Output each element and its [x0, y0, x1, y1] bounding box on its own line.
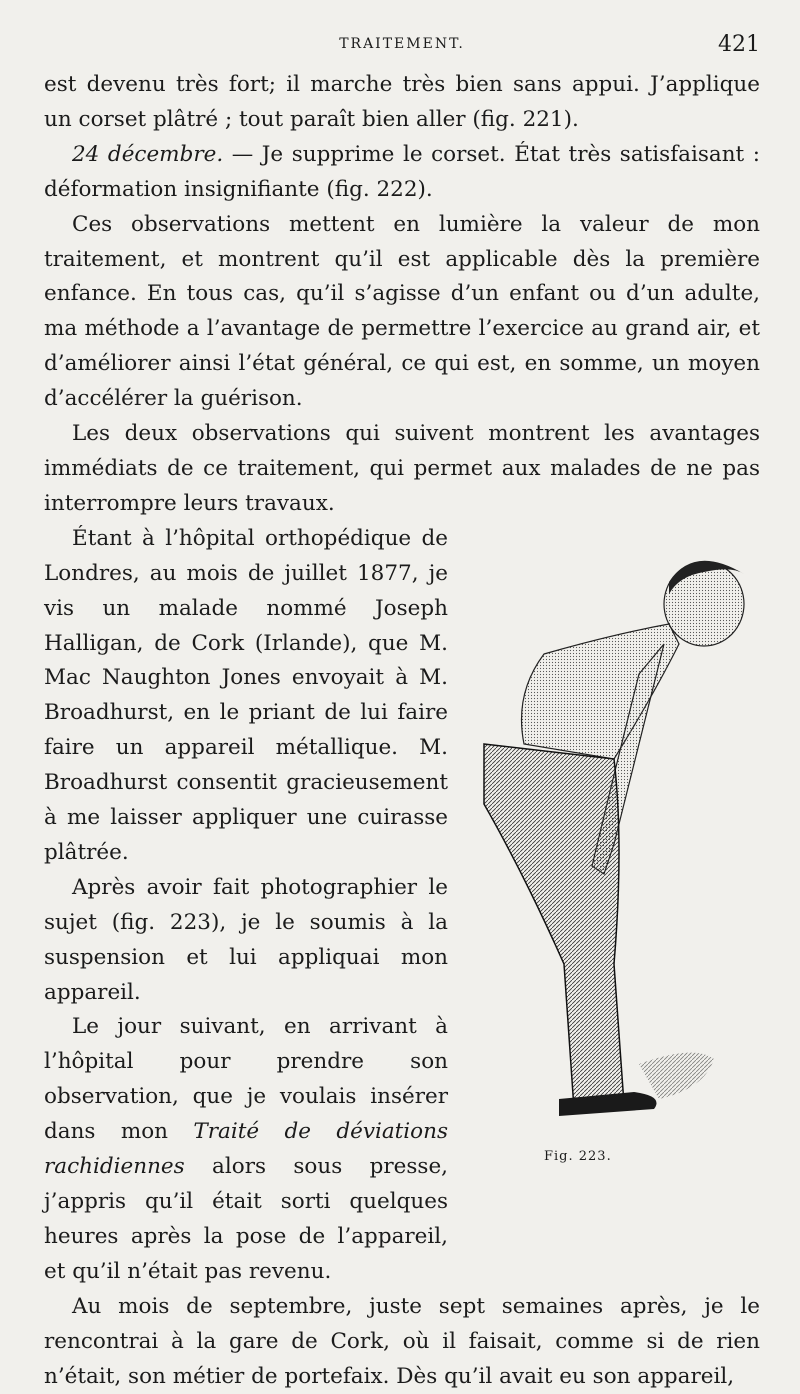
paragraph-2	[44, 138, 760, 208]
figure-caption: Fig. 223.	[544, 1148, 612, 1164]
page-number: 421	[718, 32, 760, 57]
paragraph-7-text-a: Le jour suivant, en arrivant à l’hôpital pour prendre son observation, que je voulais insérer dans mon	[44, 1014, 448, 1145]
paragraph-4: Les deux observations qui suivent montrent les avantages immédiats de ce traitement, qui permet aux malades de ne pas interrompre leurs travaux.	[44, 421, 760, 516]
page-header	[44, 32, 760, 62]
paragraph-1: est devenu très fort; il marche très bien sans appui. J’applique un corset plâtré ; tout paraît bien aller (fig. 221).	[44, 72, 760, 132]
figure-223	[460, 522, 760, 1262]
patient-illustration	[464, 544, 756, 1124]
paragraph-6: Après avoir fait photographier le sujet (fig. 223), je le soumis à la suspension et lui appliquai mon appareil.	[44, 874, 448, 1005]
trousers-shape	[484, 744, 624, 1109]
paragraph-8: Au mois de septembre, juste sept semaines après, je le rencontrai à la gare de Cork, où il faisait, comme si de rien n’était, son métier de portefaix. Dès qu’il avait eu son appareil,	[44, 1293, 760, 1389]
paragraph-5: Étant à l’hôpital orthopédique de Londres, au mois de juillet 1877, je vis un malade nommé Joseph Halligan, de Cork (Irlande), que M. Mac Naughton Jones envoyait à M. Broadhurst, en le priant de lui faire faire un appareil métallique. M. Broadhurst consentit gracieusement à me laisser appliquer une cuirasse plâtrée.	[44, 525, 448, 865]
torso-shape	[522, 624, 680, 759]
book-title: Traité de déviations rachidiennes	[44, 1119, 448, 1180]
paragraph-2-text: — Je supprime le corset. État très satisfaisant : déformation insignifiante (fig. 222).	[44, 141, 760, 202]
paragraph-3: Ces observations mettent en lumière la valeur de mon traitement, et montrent qu’il est applicable dès la première enfance. En tous cas, qu’il s’agisse d’un enfant ou d’un adulte, ma méthode a l’avantage de permettre l’exercice au grand air, et d’améliorer ainsi l’état général, ce qui est, en somme, un moyen d’accélérer la guérison.	[44, 211, 760, 412]
paragraph-7-text-b: alors sous presse, j’appris qu’il était sorti quelques heures après la pose de l’appareil, et qu’il n’était pas revenu.	[44, 1154, 448, 1284]
running-title: TRAITEMENT.	[339, 36, 465, 52]
body-text	[44, 68, 760, 1394]
entry-date: 24 décembre.	[72, 141, 224, 167]
